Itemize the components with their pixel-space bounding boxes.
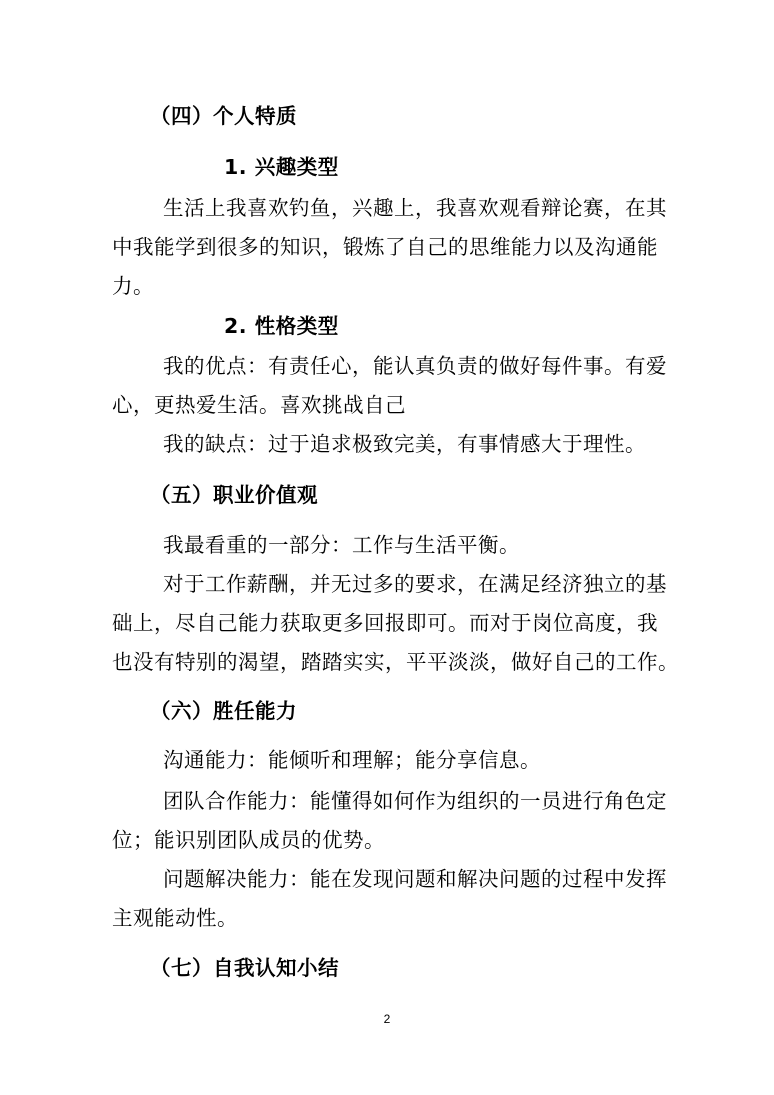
paragraph-line: 我最看重的一部分：工作与生活平衡。	[163, 533, 520, 557]
paragraph-line: 力。	[112, 274, 154, 298]
paragraph-line: 对于工作薪酬，并无过多的要求，在满足经济独立的基	[163, 572, 667, 596]
section-heading: （五）职业价值观	[150, 483, 318, 507]
page-number: 2	[383, 1012, 391, 1026]
paragraph-line: 问题解决能力：能在发现问题和解决问题的过程中发挥	[163, 867, 667, 891]
paragraph-line: 我的优点：有责任心，能认真负责的做好每件事。有爱	[163, 354, 667, 378]
paragraph-line: 础上，尽自己能力获取更多回报即可。而对于岗位高度，我	[112, 611, 658, 635]
paragraph-line: 中我能学到很多的知识，锻炼了自己的思维能力以及沟通能	[112, 235, 658, 259]
paragraph-line: 也没有特别的渴望，踏踏实实，平平淡淡，做好自己的工作。	[112, 650, 679, 674]
paragraph-line: 团队合作能力：能懂得如何作为组织的一员进行角色定	[163, 789, 667, 813]
section-heading: （四）个人特质	[150, 104, 297, 128]
paragraph-line: 位；能识别团队成员的优势。	[112, 828, 385, 852]
paragraph-line: 心，更热爱生活。喜欢挑战自己	[112, 393, 406, 417]
paragraph-line: 我的缺点：过于追求极致完美，有事情感大于理性。	[163, 432, 646, 456]
section-heading: （七）自我认知小结	[150, 956, 339, 980]
subsection-heading: 2. 性格类型	[224, 314, 339, 338]
subsection-heading: 1. 兴趣类型	[224, 155, 339, 179]
paragraph-line: 生活上我喜欢钓鱼，兴趣上，我喜欢观看辩论赛，在其	[163, 196, 667, 220]
section-heading: （六）胜任能力	[150, 699, 297, 723]
paragraph-line: 主观能动性。	[112, 906, 238, 930]
paragraph-line: 沟通能力：能倾听和理解；能分享信息。	[163, 748, 541, 772]
